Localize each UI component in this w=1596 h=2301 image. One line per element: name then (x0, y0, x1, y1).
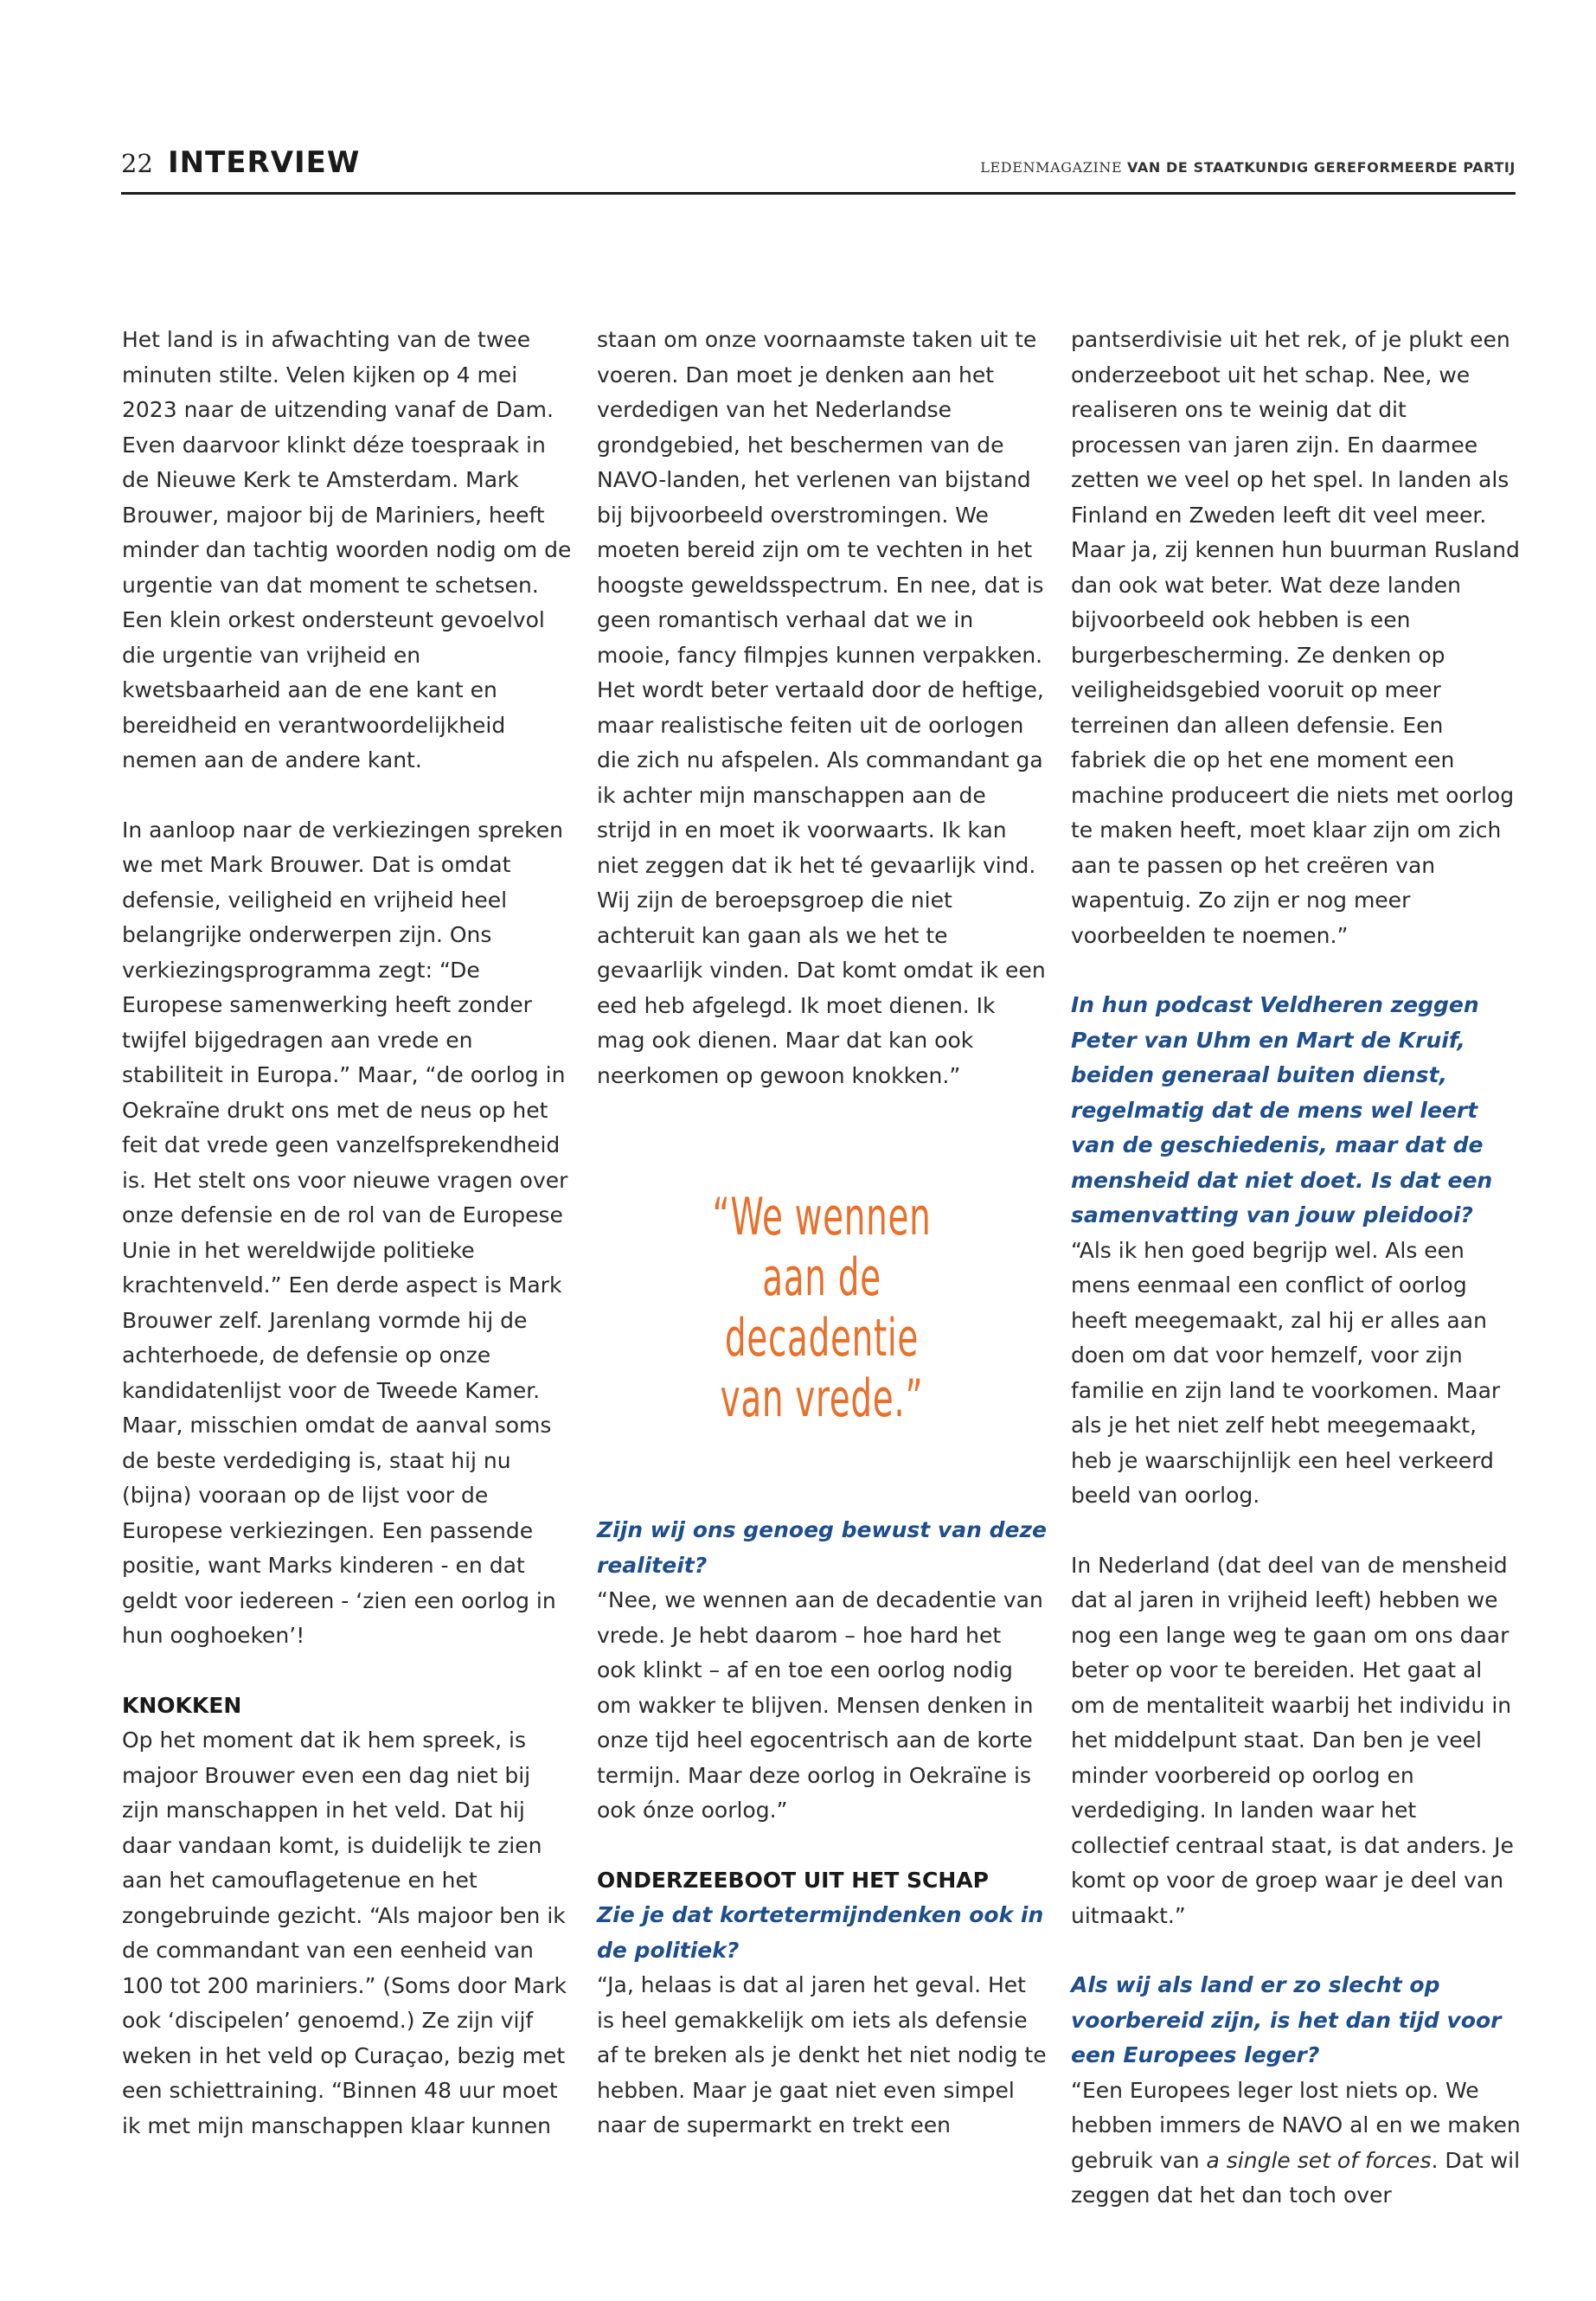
body-text: “Een Europees leger lost niets op. We hebben immers de NAVO al en we maken gebruik van (1071, 2077, 1521, 2173)
body-paragraph: In aanloop naar de verkiezingen spreken we met Mark Brouwer. Dat is omdat defensie, veiligheid en vrijheid heel belangrijke onderwerpen zijn. Ons verkiezingsprogramma zegt: “De Europese samenwerking heeft zonder twijfel bijgedragen aan vrede en stabiliteit in Europa.” Maar, “de oorlog in Oekraïne drukt ons met de neus op het feit dat vrede geen vanzelfsprekendheid is. Het stelt ons voor nieuwe vragen over onze defensie en de rol van de Europese Unie in het wereldwijde politieke krachtenveld.” Een derde aspect is Mark Brouwer zelf. Jarenlang vormde hij de achterhoede, de defensie op onze kandidatenlijst voor de Tweede Kamer. Maar, misschien omdat de aanval soms de beste verdediging is, staat hij nu (bijna) vooraan op de lijst voor de Europese verkiezingen. Een passende positie, want Marks kinderen - en dat geldt voor iedereen - ‘zien een oorlog in hun ooghoeken’! (122, 817, 568, 1648)
body-paragraph: “Ja, helaas is dat al jaren het geval. Het is heel gemakkelijk om iets als defensie af te breken als je denkt het niet nodig te hebben. Maar je gaat niet even simpel naar de supermarkt en trekt een (597, 1972, 1047, 2138)
pull-quote-line: “We wennen (712, 1187, 932, 1247)
section-title: INTERVIEW (168, 145, 361, 180)
emphasis-text: a single set of forces (1206, 2147, 1432, 2173)
pull-quote-line: aan de decadentie (724, 1247, 920, 1368)
page-number: 22 (121, 149, 153, 178)
body-paragraph: pantserdivisie uit het rek, of je plukt een onderzeeboot uit het schap. Nee, we realiseren ons te weinig dat dit processen van jaren zijn. En daarmee zetten we veel op het spel. In landen als Finland en Zweden leeft dit veel meer. Maar ja, zij kennen hun buurman Rusland dan ook wat beter. Wat deze landen bijvoorbeeld ook hebben is een burgerbescherming. Ze denken op veiligheidsgebied vooruit op meer terreinen dan alleen defensie. Een fabriek die op het ene moment een machine produceert die niets met oorlog te maken heeft, moet klaar zijn om zich aan te passen op het creëren van wapentuig. Zo zijn er nog meer voorbeelden te noemen.” (1071, 327, 1520, 948)
interview-question: Zijn wij ons genoeg bewust van deze realiteit? (597, 1517, 1047, 1578)
magazine-title: VAN DE STAATKUNDIG GEREFORMEERDE PARTIJ (1126, 159, 1516, 176)
intro-paragraph: Het land is in afwachting van de twee minuten stilte. Velen kijken op 4 mei 2023 naar de uitzending vanaf de Dam. Even daarvoor klinkt déze toespraak in de Nieuwe Kerk te Amsterdam. Mark Brouwer, majoor bij de Mariniers, heeft minder dan tachtig woorden nodig om de urgentie van dat moment te schetsen. Een klein orkest ondersteunt gevoelvol die urgentie van vrijheid en kwetsbaarheid aan de ene kant en bereidheid en verantwoordelijkheid nemen aan de andere kant. (122, 327, 572, 772)
body-paragraph: “Nee, we wennen aan de decadentie van vrede. Je hebt daarom – hoe hard het ook klinkt – af en toe een oorlog nodig om wakker te blijven. Mensen denken in onze tijd heel egocentrisch aan de korte termijn. Maar deze oorlog in Oekraïne is ook ónze oorlog.” (597, 1587, 1043, 1823)
page-header (121, 145, 1516, 195)
body-paragraph: Op het moment dat ik hem spreek, is majoor Brouwer even een dag niet bij zijn manschappen in het veld. Dat hij daar vandaan komt, is duidelijk te zien aan het camouflagetenue en het zongebruinde gezicht. “Als majoor ben ik de commandant van een eenheid van 100 tot 200 mariniers.” (Soms door Mark ook ‘discipelen’ genoemd.) Ze zijn vijf weken in het veld op Curaçao, bezig met een schiettraining. “Binnen 48 uur moet ik met mijn manschappen klaar kunnen (122, 1727, 567, 2138)
subheading-onderzeeboot: ONDERZEEBOOT UIT HET SCHAP (597, 1867, 989, 1893)
pull-quote-line: van vrede.” (720, 1368, 924, 1429)
body-text: . Dat wil zeggen dat het dan toch over (1071, 2147, 1521, 2208)
pull-quote (660, 1187, 984, 1429)
interview-question: Zie je dat kortetermijndenken ook in de politiek? (597, 1902, 1044, 1963)
body-paragraph (1071, 2073, 1521, 2214)
subheading-knokken: KNOKKEN (122, 1692, 242, 1718)
body-paragraph: “Als ik hen goed begrijp wel. Als een mens eenmaal een conflict of oorlog heeft meegemaakt, zal hij er alles aan doen om dat voor hemzelf, voor zijn familie en zijn land te voorkomen. Maar als je het niet zelf hebt meegemaakt, heb je waarschijnlijk een heel verkeerd beeld van oorlog. (1071, 1237, 1501, 1508)
body-paragraph: In Nederland (dat deel van de mensheid dat al jaren in vrijheid leeft) hebben we nog een lange weg te gaan om ons daar beter op voor te bereiden. Het gaat al om de mentaliteit waarbij het individu in het middelpunt staat. Dan ben je veel minder voorbereid op oorlog en verdediging. In landen waar het collectief centraal staat, is dat anders. Je komt op voor de groep waar je deel van uitmaakt.” (1071, 1552, 1514, 1928)
interview-question: Als wij als land er zo slecht op voorbereid zijn, is het dan tijd voor een Europees leger? (1071, 1972, 1502, 2067)
magazine-prefix: LEDENMAGAZINE (980, 159, 1123, 176)
column-1 (122, 323, 572, 2144)
column-3 (1071, 323, 1521, 2214)
interview-question: In hun podcast Veldheren zeggen Peter van Uhm en Mart de Kruif, beiden generaal buiten dienst, regelmatig dat de mens wel leert van de geschiedenis, maar dat de mensheid dat niet doet. Is dat een samenvatting van jouw pleidooi? (1071, 992, 1493, 1227)
body-paragraph: staan om onze voornaamste taken uit te voeren. Dan moet je denken aan het verdedigen van het Nederlandse grondgebied, het beschermen van de NAVO-landen, het verlenen van bijstand bij bijvoorbeeld overstromingen. We moeten bereid zijn om te vechten in het hoogste geweldsspectrum. En nee, dat is geen romantisch verhaal dat we in mooie, fancy filmpjes kunnen verpakken. Het wordt beter vertaald door de heftige, maar realistische feiten uit de oorlogen die zich nu afspelen. Als commandant ga ik achter mijn manschappen aan de strijd in en moet ik voorwaarts. Ik kan niet zeggen dat ik het té gevaarlijk vind. Wij zijn de beroepsgroep die niet achteruit kan gaan als we het te gevaarlijk vinden. Dat komt omdat ik een eed heb afgelegd. Ik moet dienen. Ik mag ook dienen. Maar dat kan ook neerkomen op gewoon knokken.” (597, 327, 1046, 1088)
magazine-name (980, 159, 1516, 176)
